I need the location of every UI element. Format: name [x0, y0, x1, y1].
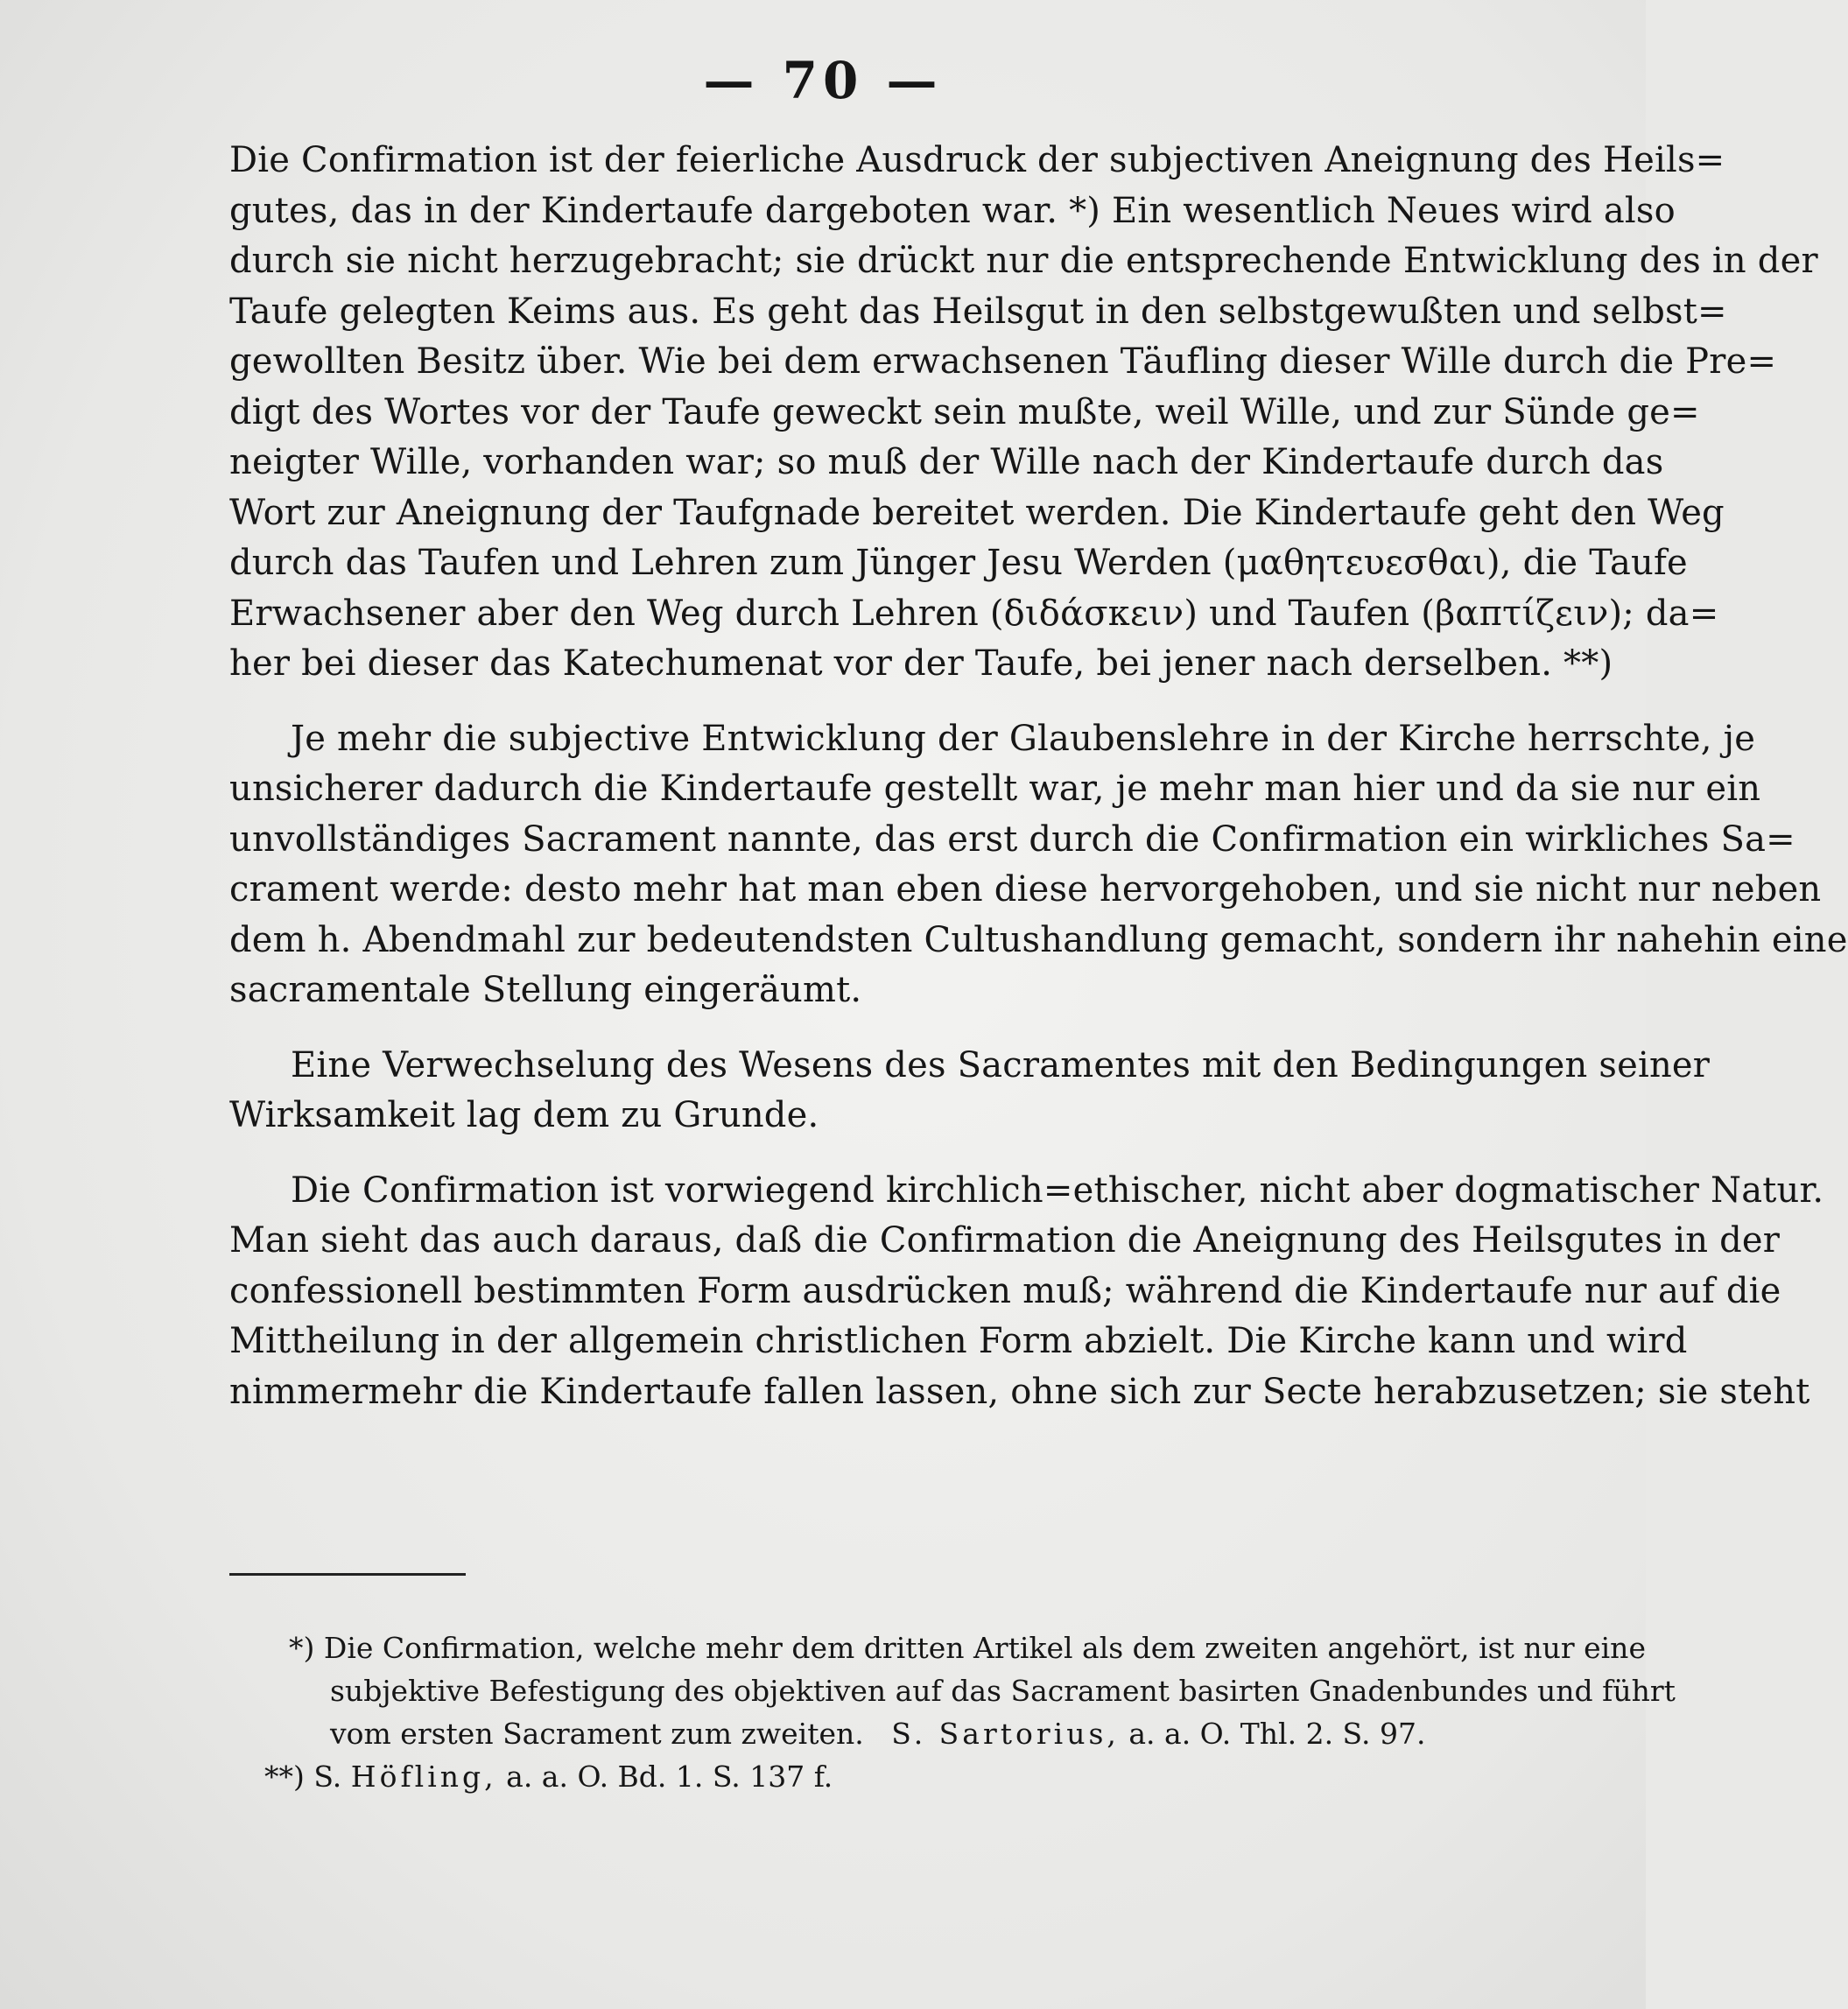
text-line: Man sieht das auch daraus, daß die Confirmation die Aneignung des Heilsgutes in der [229, 1220, 1781, 1261]
footnote-reference: a. a. O. Bd. 1. S. 137 f. [506, 1760, 833, 1794]
text-line: durch sie nicht herzugebracht; sie drückt nur die entsprechende Entwicklung des in der [229, 241, 1818, 281]
text-line: Wirksamkeit lag dem zu Grunde. [229, 1095, 819, 1135]
footnote-reference: a. a. O. Thl. 2. S. 97. [1128, 1717, 1426, 1751]
text-line: her bei dieser das Katechumenat vor der Taufe, bei jener nach derselben. **) [229, 643, 1613, 684]
page-number: — 70 — [703, 51, 943, 110]
footnotes [229, 1626, 1676, 1798]
text-line: Eine Verwechselung des Wesens des Sacramentes mit den Bedingungen seiner [291, 1044, 1711, 1085]
text-line: Wort zur Aneignung der Taufgnade bereitet werden. Die Kindertaufe geht den Weg [229, 492, 1725, 533]
footnote-author: S. Sartorius, [891, 1717, 1120, 1751]
paragraph-1 [229, 136, 1818, 690]
text-line: durch das Taufen und Lehren zum Jünger Jesu Werden (μαθητευεσθαι), die Taufe [229, 543, 1688, 583]
footnote-prefix: **) S. [264, 1760, 342, 1794]
text-line: nimmermehr die Kindertaufe fallen lassen, ohne sich zur Secte herabzusetzen; sie steht [229, 1371, 1810, 1412]
footnote-text: vom ersten Sacrament zum zweiten. [330, 1717, 864, 1751]
text-line: digt des Wortes vor der Taufe geweckt sein mußte, weil Wille, und zur Sünde ge= [229, 391, 1700, 432]
text-line: sacramentale Stellung eingeräumt. [229, 970, 862, 1010]
text-line: crament werde: desto mehr hat man eben diese hervorgehoben, und sie nicht nur neben [229, 869, 1822, 910]
text-line: gewollten Besitz über. Wie bei dem erwachsenen Täufling dieser Wille durch die Pre= [229, 341, 1777, 382]
text-line: Die Confirmation ist der feierliche Ausdruck der subjectiven Aneignung des Heils= [229, 140, 1725, 180]
footnote-author: Höfling, [350, 1760, 497, 1794]
text-line: Je mehr die subjective Entwicklung der Glaubenslehre in der Kirche herrschte, je [291, 718, 1756, 759]
footnote-divider [229, 1573, 466, 1576]
text-line: neigter Wille, vorhanden war; so muß der Wille nach der Kindertaufe durch das [229, 442, 1664, 482]
text-line: gutes, das in der Kindertaufe dargeboten war. *) Ein wesentlich Neues wird also [229, 190, 1676, 231]
main-text [229, 136, 1848, 1417]
footnote-line: *) Die Confirmation, welche mehr dem dritten Artikel als dem zweiten angehört, ist nur eine [289, 1631, 1646, 1665]
paragraph-2 [229, 714, 1848, 1016]
text-line: Taufe gelegten Keims aus. Es geht das Heilsgut in den selbstgewußten und selbst= [229, 291, 1727, 332]
text-line: Erwachsener aber den Weg durch Lehren (διδάσκειν) und Taufen (βαπτίζειν); da= [229, 593, 1719, 634]
footnote-line: subjektive Befestigung des objektiven auf das Sacrament basirten Gnadenbundes und führt [330, 1674, 1676, 1708]
text-line: dem h. Abendmahl zur bedeutendsten Cultushandlung gemacht, sondern ihr nahehin eine [229, 919, 1848, 960]
footnote-2 [229, 1755, 1602, 1798]
paragraph-3 [229, 1041, 1711, 1141]
text-line: Die Confirmation ist vorwiegend kirchlich=ethischer, nicht aber dogmatischer Natur. [291, 1170, 1824, 1211]
text-line: Mittheilung in der allgemein christlichen Form abzielt. Die Kirche kann und wird [229, 1321, 1688, 1361]
footnote-1 [229, 1626, 1676, 1755]
footnote-line [229, 1755, 1602, 1798]
text-line: confessionell bestimmten Form ausdrücken muß; während die Kindertaufe nur auf die [229, 1270, 1781, 1311]
text-line: unvollständiges Sacrament nannte, das erst durch die Confirmation ein wirkliches Sa= [229, 818, 1795, 860]
paragraph-4 [229, 1166, 1824, 1418]
footnote-line [229, 1712, 1602, 1755]
text-line: unsicherer dadurch die Kindertaufe gestellt war, je mehr man hier und da sie nur ein [229, 769, 1761, 809]
